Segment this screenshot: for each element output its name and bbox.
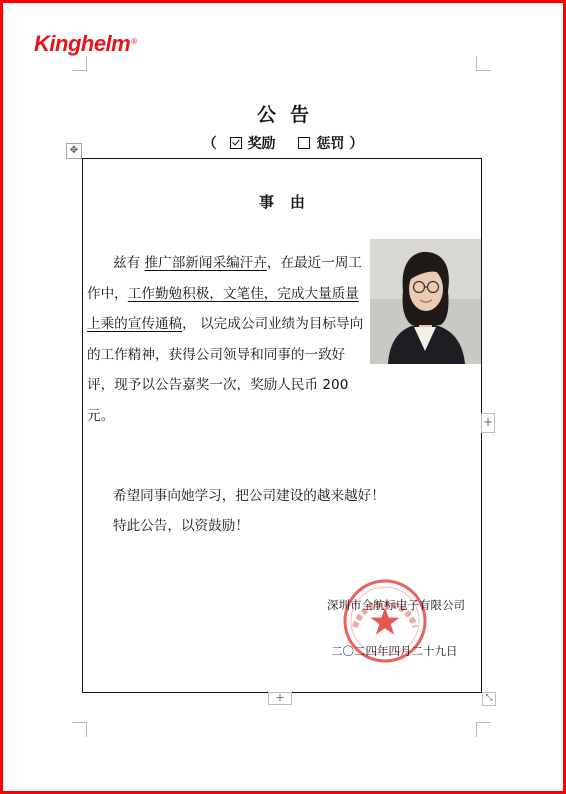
- employee-photo: [370, 239, 481, 364]
- crop-mark-bottom-left: [72, 722, 87, 737]
- closing-text: [113, 481, 385, 541]
- notice-type-selector: （ 奖励 惩罚 ）: [202, 136, 364, 152]
- crop-mark-top-left: [72, 56, 87, 71]
- achievement-text: 工作勤勉积极，文笔佳，完成大量质量上乘的宣传通稿: [87, 285, 359, 332]
- logo-registered-mark: ®: [131, 37, 137, 46]
- table-resize-handle[interactable]: ⤡: [482, 692, 496, 706]
- body-context: ，在最近一周工作中，: [87, 255, 363, 302]
- logo-text: Kinghelm: [34, 31, 131, 56]
- company-logo: [34, 32, 137, 56]
- table-move-handle[interactable]: ✥: [66, 143, 82, 159]
- notice-table: [82, 158, 482, 693]
- add-row-button[interactable]: +: [268, 692, 292, 705]
- add-column-button[interactable]: +: [481, 413, 495, 433]
- section-title: 事由: [258, 193, 321, 211]
- company-name: 深圳市全航标电子有限公司: [327, 598, 465, 612]
- closing-line-2: 特此公告，以资鼓励！: [113, 518, 249, 534]
- closing-line-1: 希望同事向她学习，把公司建设的越来越好！: [113, 488, 385, 504]
- notice-body: [87, 248, 367, 431]
- crop-mark-bottom-right: [476, 722, 491, 737]
- crop-mark-top-right: [476, 56, 491, 71]
- reward-label: 奖励: [247, 136, 276, 152]
- body-intro: 兹有: [113, 255, 145, 271]
- body-reward: ， 以完成公司业绩为目标导向的工作精神，获得公司领导和同事的一致好评，现予以公告嘉奖一次，奖励人民币 200元。: [87, 316, 364, 424]
- page-title: 公告: [256, 104, 323, 126]
- reward-checkbox[interactable]: [230, 137, 242, 149]
- notice-date: 二〇二四年四月二十九日: [331, 644, 458, 658]
- penalty-checkbox[interactable]: [298, 137, 310, 149]
- penalty-label: 惩罚: [316, 136, 345, 152]
- employee-name: 推广部新闻采编汗卉: [144, 255, 267, 271]
